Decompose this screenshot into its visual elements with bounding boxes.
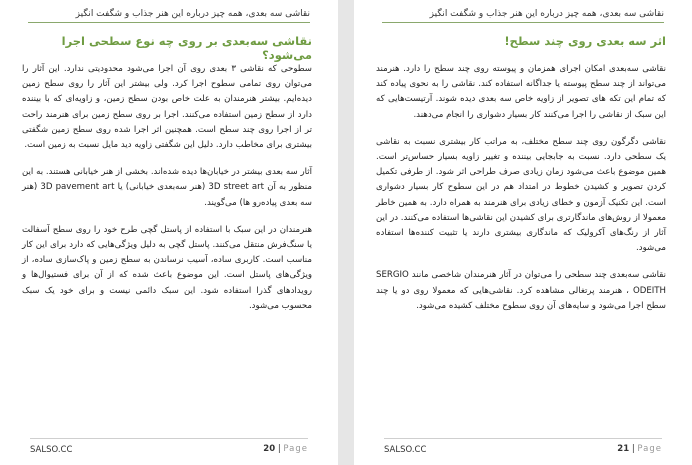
page-number-value: 21: [617, 444, 630, 454]
paragraph: سطوحی که نقاشی ۳ بعدی روی آن اجرا می‌شود محدودیتی ندارد. این آثار را می‌توان روی تمامی سطوح اجرا کرد. ولی بیشتر این آثار را روی سطح زمین دیده‌ایم. بیشتر هنرمندان به علت خاص بودن سطح زمین، و زاویه‌ای که با بیننده دارد از سطح زمین استفاده می‌کنند. اجرا بر روی سطح زمین برای هنرمند راحت تر از اجرا روی چند سطح است. همچنین اثر اجرا شده روی سطح زمین شگفتی بیشتری برای مخاطب دارد. دلیل این شگفتی زاویه دید مایل نسبت به زمین است.: [22, 64, 313, 151]
page-header: نقاشی سه بعدی، همه چیز درباره این هنر جذاب و شگفت انگیز: [28, 8, 310, 23]
left-page: [0, 0, 338, 465]
section-title: نقاشی سه‌بعدی بر روی چه نوع سطحی اجرا می‌شود؟: [61, 34, 312, 62]
page-number: 20 | Page: [263, 444, 308, 454]
page-number: 21 | Page: [617, 444, 662, 454]
section-title: اثر سه بعدی روی چند سطح!: [504, 34, 666, 48]
footer-site: SALSO.CC: [30, 445, 73, 455]
footer-site: SALSO.CC: [384, 445, 427, 455]
paragraph: نقاشی سه‌بعدی چند سطحی را می‌توان در آثار هنرمندان شاخصی مانند SERGIO ODEITH ، هنرمند پرتغالی مشاهده کرد. نقاشی‌هایی که معمولا روی دو یا چند سطح اجرا می‌شود و سایه‌های آن روی سطوح مختلف کشیده می‌شود.: [376, 270, 666, 311]
page-gutter: [338, 0, 354, 465]
paragraph: نقاشی سه‌بعدی امکان اجرای همزمان و پیوسته روی چند سطح را دارد. هنرمند می‌تواند از چند سطح پیوسته یا جداگانه استفاده کند. نقاشی را به نحوی پیاده کند که تمام این تکه های تصویر از زاویه خاص سه بعدی دیده شوند. آرتیست‌هایی که این سبک از نقاشی را اجرا می‌کنند کار بسیار دشواری را انجام می‌دهند.: [376, 64, 666, 120]
body-text: [376, 62, 666, 326]
right-page: [354, 0, 692, 465]
paragraph: آثار سه بعدی بیشتر در خیابان‌ها دیده شده‌اند. بخشی از هنر خیابانی هستند. به این منظور به آن 3D street art (هنر سه‌بعدی خیابانی) یا 3D pavement art (هنر سه بعدی پیاده‌رو ها) می‌گویند.: [22, 167, 312, 208]
page-footer: [384, 438, 662, 459]
page-label: Page: [283, 444, 308, 454]
paragraph: هنرمندان در این سبک با استفاده از پاستل گچی طرح خود را روی سطح آسفالت یا سنگ‌فرش منتقل می‌کنند. پاستل گچی به دلیل ویژگی‌هایی که دارد برای این کار مناسب است. کاربری ساده، آسیب نرساندن به سطح زمین و پاک‌سازی ساده، از ویژگی‌های پاستل است. این موضوع باعث شده که از آن برای فستیوال‌ها و رویدادهای گذرا استفاده شود. این سبک دائمی نیست و برای خود یک سبک محسوب می‌شود.: [22, 224, 312, 311]
page-label: Page: [637, 444, 662, 454]
page-header: نقاشی سه بعدی، همه چیز درباره این هنر جذاب و شگفت انگیز: [382, 8, 664, 23]
page-number-value: 20: [263, 444, 276, 454]
page-footer: [30, 438, 308, 459]
paragraph: نقاشی دگرگون روی چند سطح مختلف، به مراتب کار بیشتری نسبت به نقاشی یک سطحی دارد. نسبت به جابجایی بیننده و تغییر زاویه بسیار حساس‌تر است. همین موضوع باعث می‌شود زمان زیادی صرف طراحی اثر شود. از طرفی تکمیل کردن تصویر و کشیدن خطوط در امتداد هم در این سطوح کار بسیار دشواری است. این تکنیک آزمون و خطای زیادی برای هنرمند به همراه دارد. به همین خاطر معمولا از روش‌های ماندگارتری برای کشیدن این نقاشی‌ها استفاده می‌کنند. در این آثار از رنگ‌های آکرولیک که ماندگاری بیشتری دارند یا تثبیت کننده‌ها استفاده می‌شود.: [376, 136, 666, 254]
body-text: [22, 62, 312, 326]
